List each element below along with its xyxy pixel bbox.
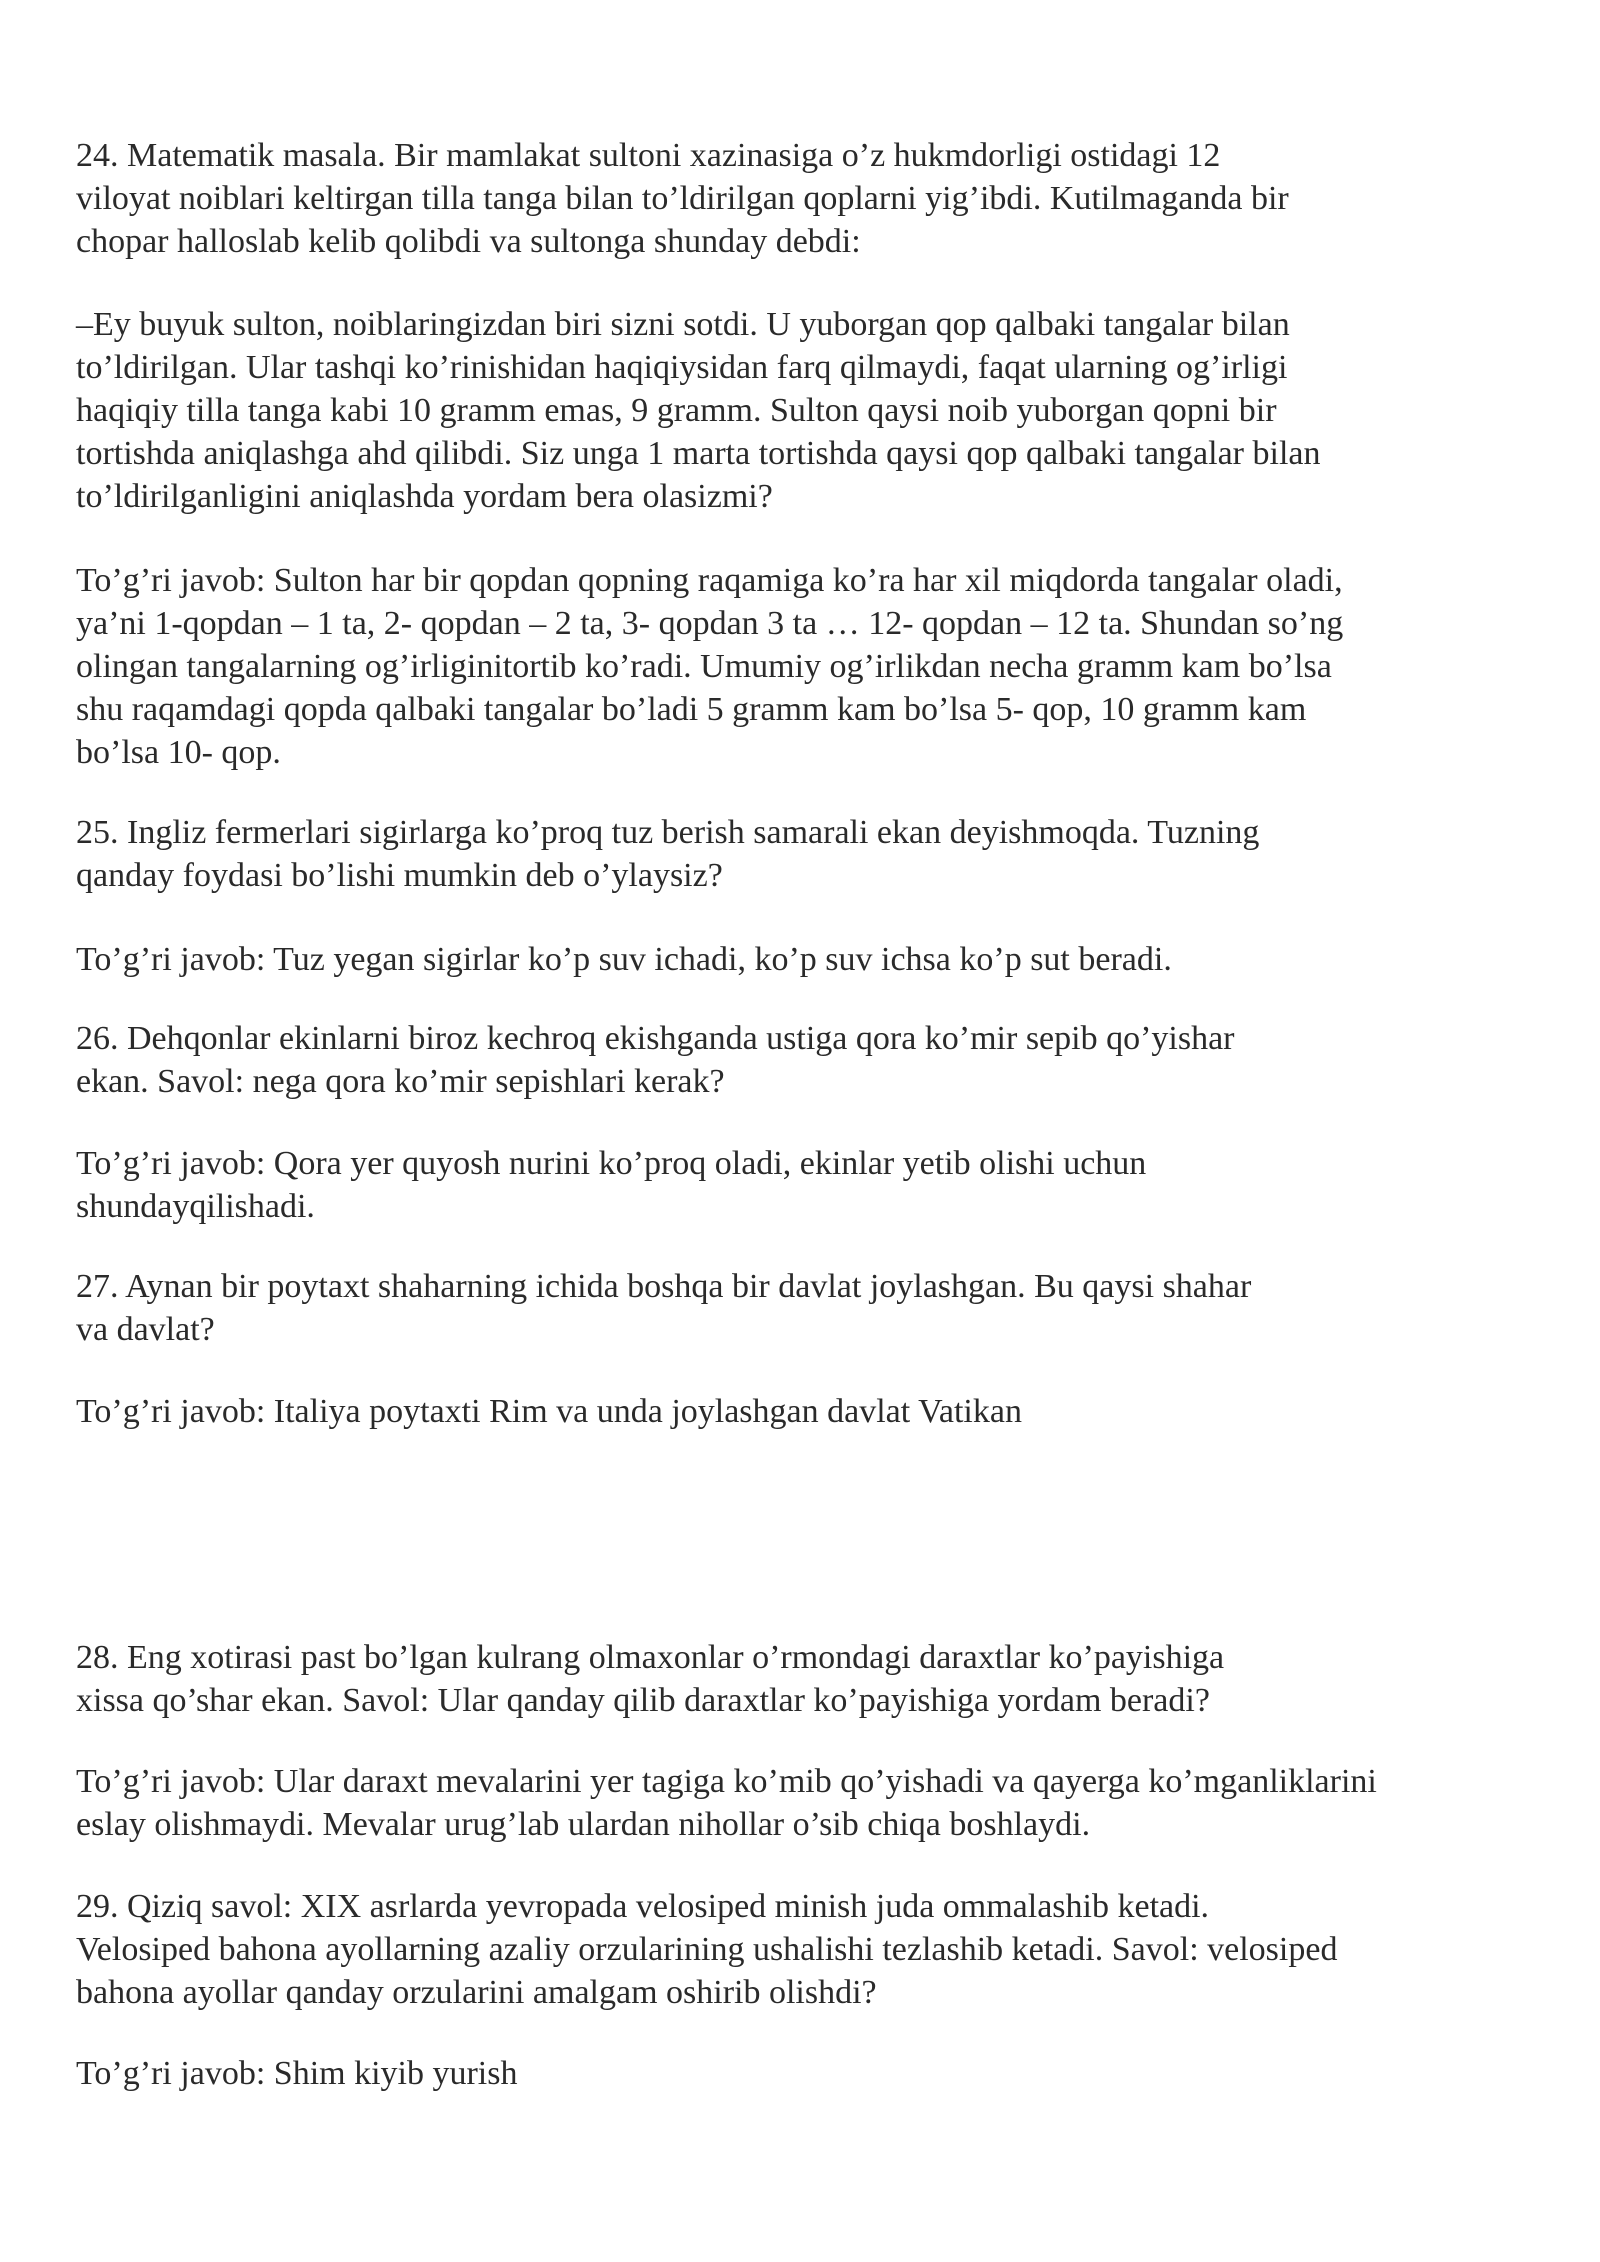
question-24-speech: –Ey buyuk sulton, noiblaringizdan biri sizni sotdi. U yuborgan qop qalbaki tangalar bilan to’ldirilgan. Ular tashqi ko’rinishidan haqiqiysidan farq qilmaydi, faqat ularning og’irligi haqiqiy tilla tanga kabi 10 gramm emas, 9 gramm. Sulton qaysi noib yuborgan qopni bir tortishda aniqlashga ahd qilibdi. Siz unga 1 marta tortishda qaysi qop qalbaki tangalar bilan to’ldirilganligini aniqlashda yordam bera olasizmi? [76, 306, 1321, 515]
answer-26: To’g’ri javob: Qora yer quyosh nurini ko’proq oladi, ekinlar yetib olishi uchun shundayqilishadi. [76, 1145, 1147, 1225]
question-29-text: 29. Qiziq savol: XIX asrlarda yevropada velosiped minish juda ommalashib ketadi. Velosiped bahona ayollarning azaliy orzularining ushalishi tezlashib ketadi. Savol: velosiped bahona ayollar qanday orzularini amalgam oshirib olishdi? [76, 1888, 1338, 2011]
answer-27: To’g’ri javob: Italiya poytaxti Rim va unda joylashgan davlat Vatikan [76, 1393, 1022, 1430]
answer-28: To’g’ri javob: Ular daraxt mevalarini yer tagiga ko’mib qo’yishadi va qayerga ko’mganliklarini eslay olishmaydi. Mevalar urug’lab ulardan nihollar o’sib chiqa boshlaydi. [76, 1763, 1377, 1843]
answer-25: To’g’ri javob: Tuz yegan sigirlar ko’p suv ichadi, ko’p suv ichsa ko’p sut beradi. [76, 941, 1172, 978]
question-27-text: 27. Aynan bir poytaxt shaharning ichida boshqa bir davlat joylashgan. Bu qaysi shahar va davlat? [76, 1268, 1252, 1348]
answer-24: To’g’ri javob: Sulton har bir qopdan qopning raqamiga ko’ra har xil miqdorda tangalar oladi, ya’ni 1-qopdan – 1 ta, 2- qopdan – 2 ta, 3- qopdan 3 ta … 12- qopdan – 12 ta. Shundan so’ng olingan tangalarning og’irliginitortib ko’radi. Umumiy og’irlikdan necha gramm kam bo’lsa shu raqamdagi qopda qalbaki tangalar bo’ladi 5 gramm kam bo’lsa 5- qop, 10 gramm kam bo’lsa 10- qop. [76, 562, 1344, 771]
question-28-text: 28. Eng xotirasi past bo’lgan kulrang olmaxonlar o’rmondagi daraxtlar ko’payishiga xissa qo’shar ekan. Savol: Ular qanday qilib daraxtlar ko’payishiga yordam beradi? [76, 1639, 1225, 1719]
answer-29: To’g’ri javob: Shim kiyib yurish [76, 2055, 518, 2092]
question-24-text: 24. Matematik masala. Bir mamlakat sultoni xazinasiga o’z hukmdorligi ostidagi 12 viloyat noiblari keltirgan tilla tanga bilan to’ldirilgan qoplarni yig’ibdi. Kutilmaganda bir chopar halloslab kelib qolibdi va sultonga shunday debdi: [76, 137, 1289, 260]
question-25-text: 25. Ingliz fermerlari sigirlarga ko’proq tuz berish samarali ekan deyishmoqda. Tuzning qanday foydasi bo’lishi mumkin deb o’ylaysiz? [76, 814, 1260, 894]
question-26-text: 26. Dehqonlar ekinlarni biroz kechroq ekishganda ustiga qora ko’mir sepib qo’yishar ekan. Savol: nega qora ko’mir sepishlari kerak? [76, 1020, 1235, 1100]
